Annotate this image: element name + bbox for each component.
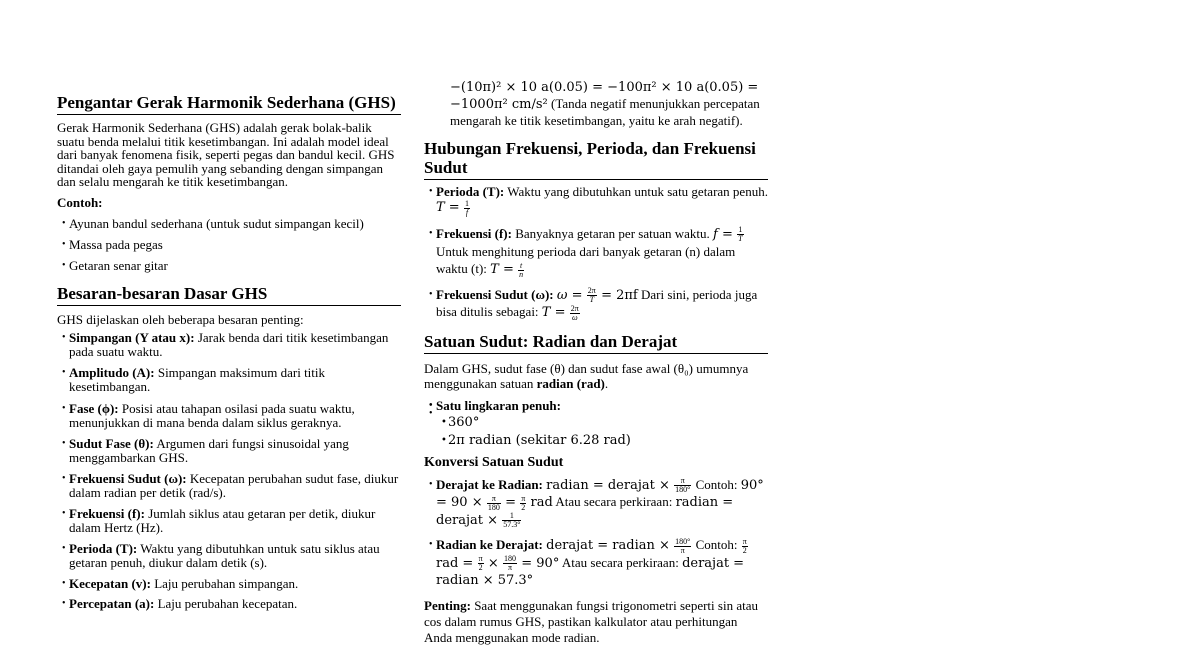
quantities-intro: GHS dijelaskan oleh beberapa besaran penting: xyxy=(57,311,304,327)
list-item: • • 360° xyxy=(424,414,768,432)
list-item: • Percepatan (a): Laju perubahan kecepatan. xyxy=(57,597,401,611)
list-item: • Fase (ϕ): Posisi atau tahapan osilasi pada suatu waktu, menunjukkan di mana benda dalam siklus geraknya. xyxy=(57,402,401,430)
examples-label: Contoh: xyxy=(57,194,103,210)
relations-list xyxy=(424,184,768,322)
full-circle-values xyxy=(424,414,768,450)
list-item: • Sudut Fase (θ): Argumen dari fungsi sinusoidal yang menggambarkan GHS. xyxy=(57,437,401,465)
list-item: • Amplitudo (A): Simpangan maksimum dari titik kesetimbangan. xyxy=(57,366,401,394)
list-item: • Massa pada pegas xyxy=(57,238,401,252)
list-item: • Perioda (T): Waktu yang dibutuhkan untuk satu siklus atau getaran penuh, diukur dalam detik (s). xyxy=(57,542,401,570)
list-item: • Frekuensi (f): Banyaknya getaran per satuan waktu. f = $\frac{1}{T}$ Untuk menghitung perioda dari banyak getaran (n) dalam waktu (t): T = $\frac{t}{n}$ xyxy=(424,225,768,279)
acceleration-example xyxy=(424,80,768,128)
list-item: • Radian ke Derajat: derajat = radian × $\frac{180^\circ}{\pi}$ Contoh: $\frac{\pi}{2}$ rad = $\frac{\pi}{2}$ × $\frac{180}{\pi}$ = 90° Atau secara perkiraan: derajat = radian × 57.3° xyxy=(424,537,768,589)
list-item: • Getaran senar gitar xyxy=(57,259,401,273)
examples-list xyxy=(57,217,401,273)
equation-note: mengarah ke titik kesetimbangan, yaitu ke arah negatif). xyxy=(450,113,743,128)
section-title-intro: Pengantar Gerak Harmonik Sederhana (GHS) xyxy=(57,93,401,115)
conversion-list xyxy=(424,477,768,590)
equation-line: −1000π² cm/s² (Tanda negatif menunjukkan percepatan xyxy=(450,96,760,112)
units-paragraph: Dalam GHS, sudut fase (θ) dan sudut fase awal (θ₀) umumnya menggunakan satuan radian (rad). xyxy=(424,360,749,391)
full-circle-list xyxy=(424,398,768,450)
list-item: • Derajat ke Radian: radian = derajat × $\frac{\pi}{180^\circ}$ Contoh: 90° = 90 × $\frac{\pi}{180}$ = $\frac{\pi}{2}$ rad Atau secara perkiraan: radian = derajat × $\frac{1}{57.3^\circ}$ xyxy=(424,477,768,530)
list-item: • Perioda (T): Waktu yang dibutuhkan untuk satu getaran penuh. T = $\frac{1}{f}$ xyxy=(424,184,768,217)
section-title-relations: Hubungan Frekuensi, Perioda, dan Frekuensi Sudut xyxy=(424,139,768,180)
list-item: • Simpangan (Y atau x): Jarak benda dari titik kesetimbangan pada suatu waktu. xyxy=(57,331,401,359)
important-note: Penting: Saat menggunakan fungsi trigonometri seperti sin atau cos dalam rumus GHS, pastikan kalkulator atau perhitungan Anda menggunakan mode radian. xyxy=(424,598,758,646)
left-column xyxy=(57,0,401,611)
list-item xyxy=(424,414,768,450)
list-item: • Satu lingkaran penuh: xyxy=(424,398,768,414)
quantities-list xyxy=(57,331,401,611)
equation-line: −(10π)² × 10 a(0.05) = −100π² × 10 a(0.05) = xyxy=(450,80,759,95)
list-item: • 2π radian (sekitar 6.28 rad) xyxy=(424,432,768,450)
section-title-quantities: Besaran-besaran Dasar GHS xyxy=(57,284,401,306)
list-item: • Frekuensi Sudut (ω): ω = $\frac{2\pi}{T}$ = 2πf Dari sini, perioda juga bisa ditulis sebagai: T = $\frac{2\pi}{\omega}$ xyxy=(424,287,768,322)
section-title-units: Satuan Sudut: Radian dan Derajat xyxy=(424,332,768,354)
conversion-title: Konversi Satuan Sudut xyxy=(424,454,564,470)
list-item: • Ayunan bandul sederhana (untuk sudut simpangan kecil) xyxy=(57,217,401,231)
right-column xyxy=(424,0,768,646)
list-item: • Frekuensi Sudut (ω): Kecepatan perubahan sudut fase, diukur dalam radian per detik (rad/s). xyxy=(57,472,401,500)
list-item: • Frekuensi (f): Jumlah siklus atau getaran per detik, diukur dalam Hertz (Hz). xyxy=(57,507,401,535)
list-item: • Kecepatan (v): Laju perubahan simpangan. xyxy=(57,577,401,591)
intro-paragraph: Gerak Harmonik Sederhana (GHS) adalah gerak bolak-balik suatu benda melalui titik kesetimbangan. Ini adalah model ideal dari banyak fenomena fisik, seperti pegas dan bandul kecil. GHS ditandai oleh gaya pemulih yang sebanding dengan simpangan dan selalu mengarah ke titik kesetimbangan. xyxy=(57,120,395,190)
